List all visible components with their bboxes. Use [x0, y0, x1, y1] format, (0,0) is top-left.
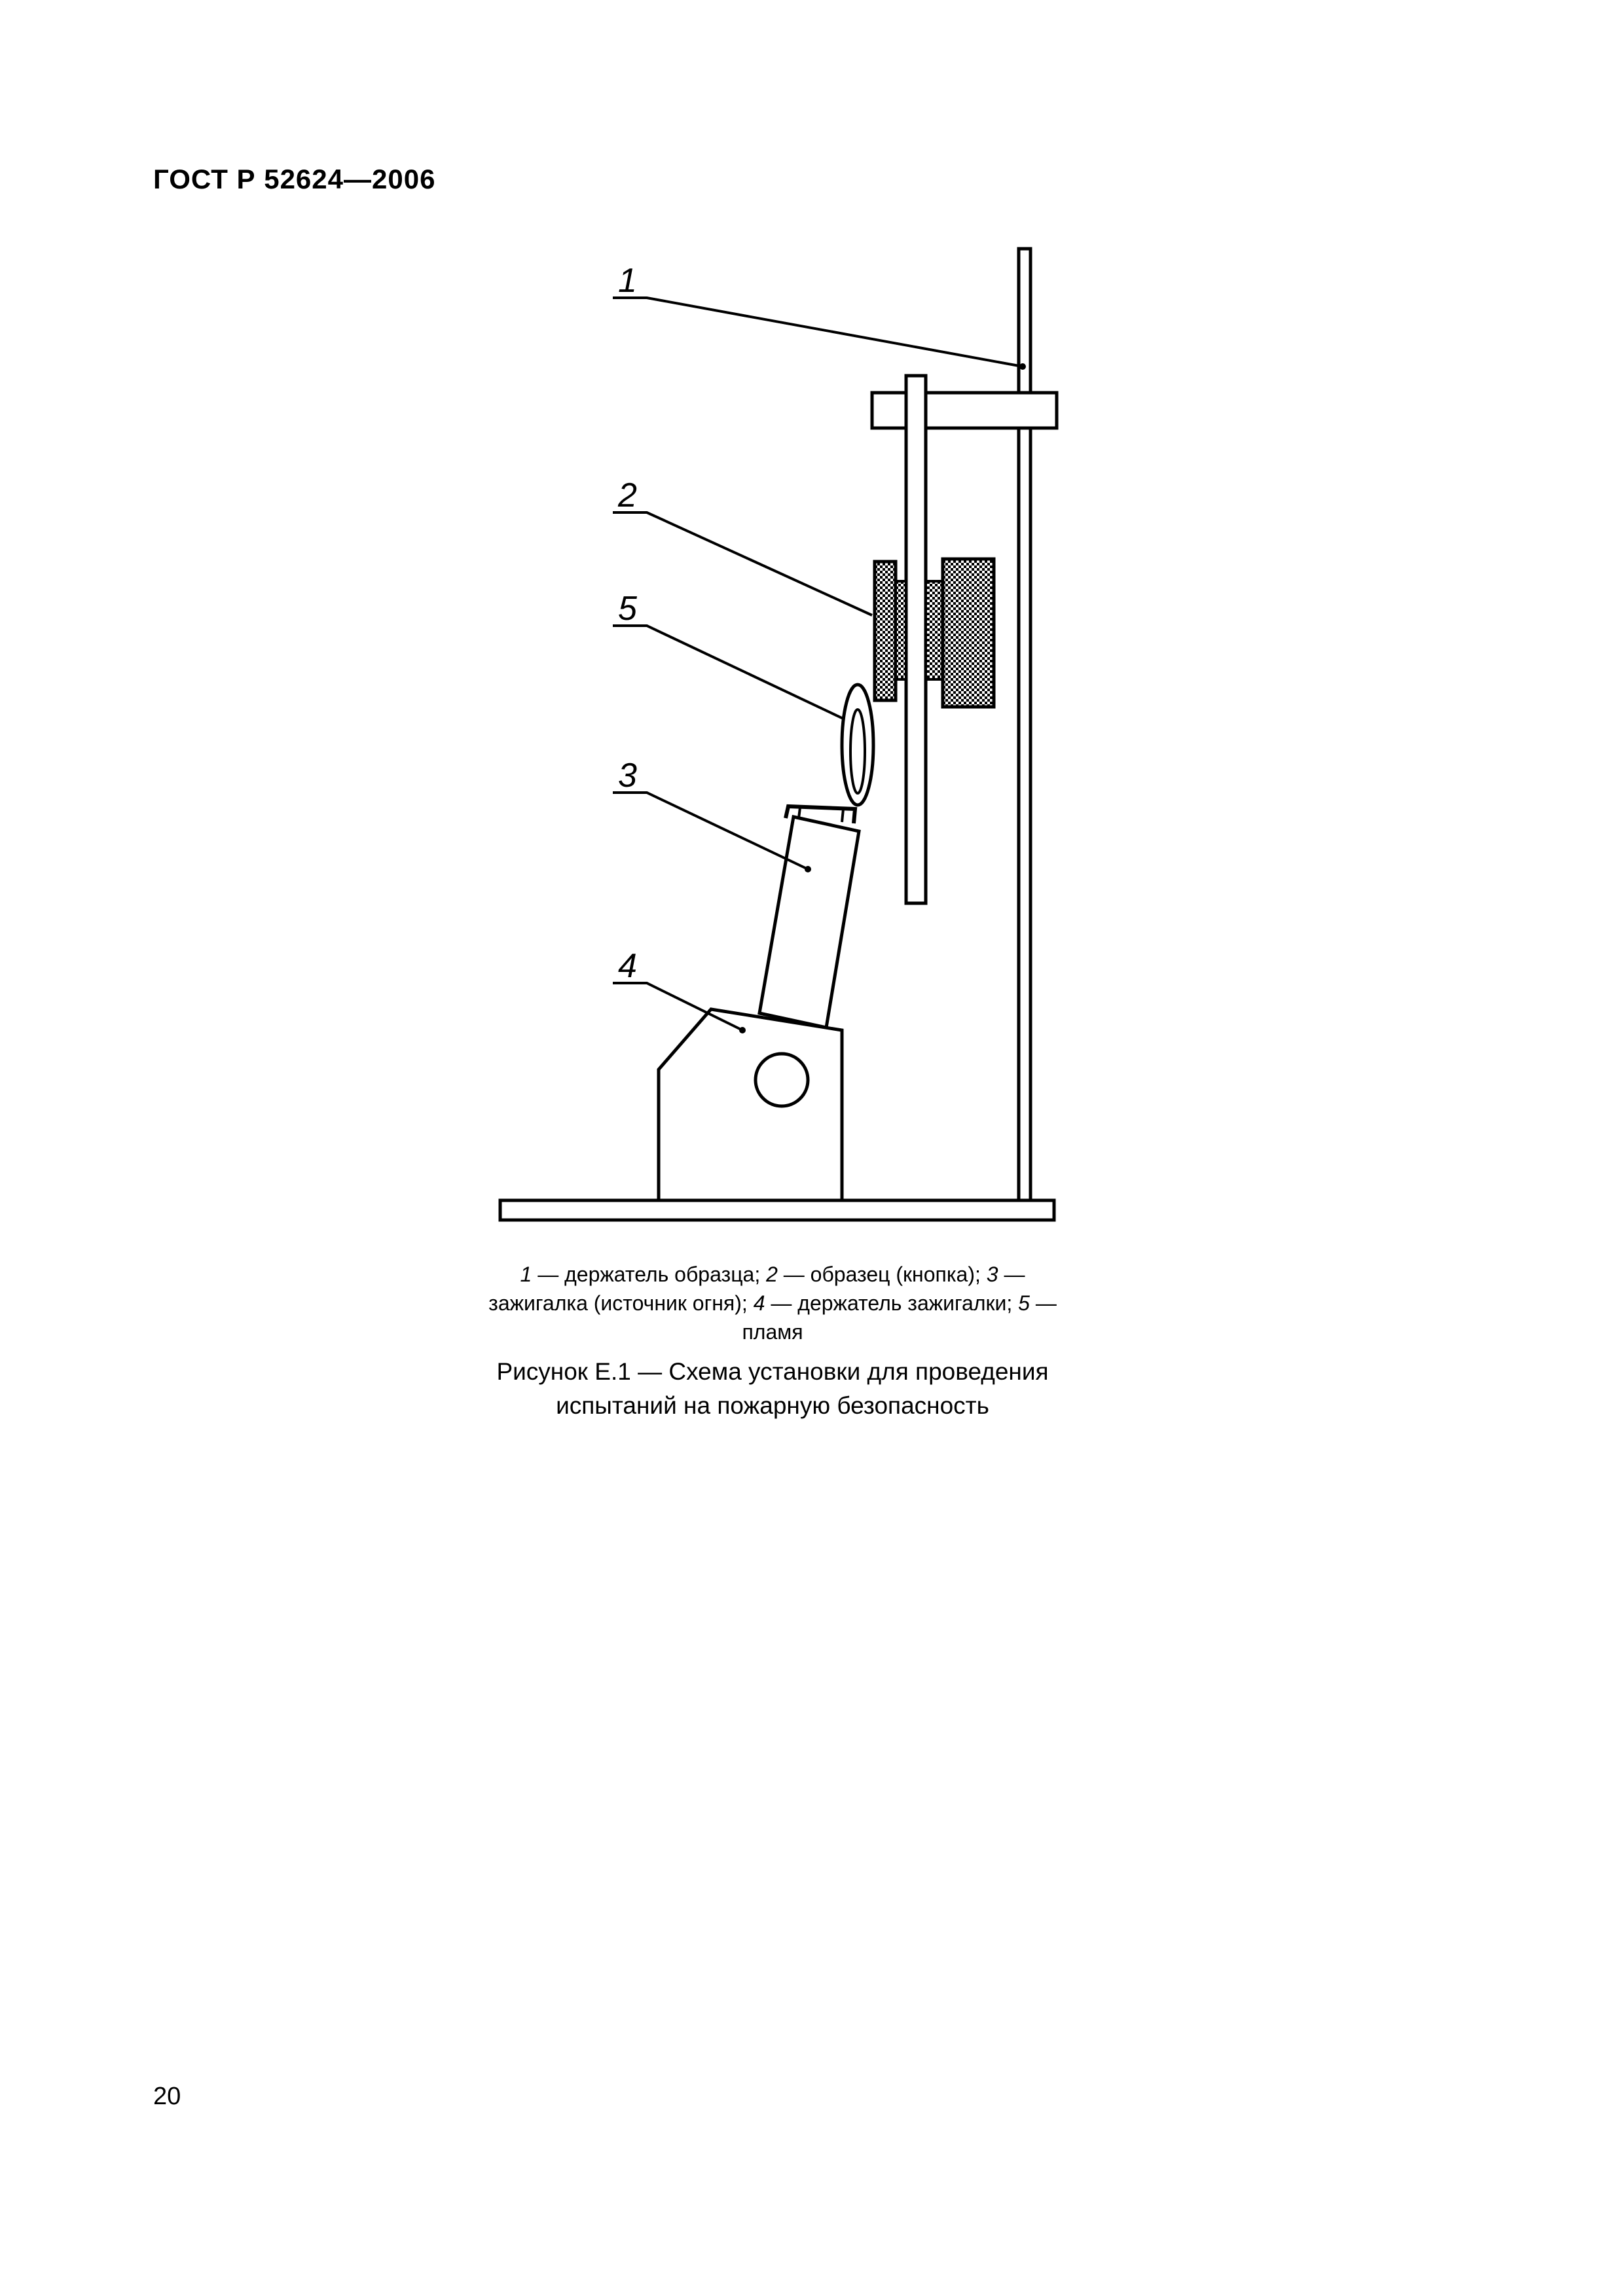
- flame-inner: [850, 709, 865, 793]
- label-5: 5: [618, 590, 637, 628]
- lighter-holder-knob: [756, 1054, 808, 1106]
- figure-legend: [484, 1260, 1061, 1346]
- label-3: 3: [618, 757, 637, 795]
- legend-num-1: 1: [520, 1263, 532, 1286]
- legend-text-2: — образец (кнопка);: [777, 1263, 987, 1286]
- legend-text-3: — зажигалка (источник огня);: [488, 1263, 1025, 1315]
- sample-button-back: [943, 559, 994, 707]
- legend-text-5: — пламя: [742, 1291, 1057, 1344]
- lighter-holder: [659, 1009, 842, 1200]
- sample-button-front: [875, 562, 896, 700]
- legend-num-2: 2: [766, 1263, 778, 1286]
- page-number: 20: [153, 2083, 181, 2110]
- lighter-body: [759, 817, 859, 1028]
- label-1: 1: [618, 262, 637, 300]
- label-2: 2: [618, 476, 637, 514]
- sample-button-stem: [896, 581, 906, 679]
- legend-num-5: 5: [1018, 1291, 1030, 1315]
- sample-holder-plate: [906, 376, 926, 903]
- legend-text-4: — держатель зажигалки;: [765, 1291, 1019, 1315]
- clamp-bar: [872, 393, 1057, 428]
- legend-num-3: 3: [986, 1263, 998, 1286]
- label-4: 4: [618, 947, 637, 985]
- base-plate: [500, 1200, 1054, 1220]
- figure-caption: Рисунок Е.1 — Схема установки для проведения испытаний на пожарную безопасность: [496, 1358, 1049, 1419]
- document-header: ГОСТ Р 52624—2006: [153, 164, 436, 194]
- legend-text-1: — держатель образца;: [532, 1263, 767, 1286]
- legend-num-4: 4: [753, 1291, 765, 1315]
- sample-button-back-stem: [926, 581, 943, 679]
